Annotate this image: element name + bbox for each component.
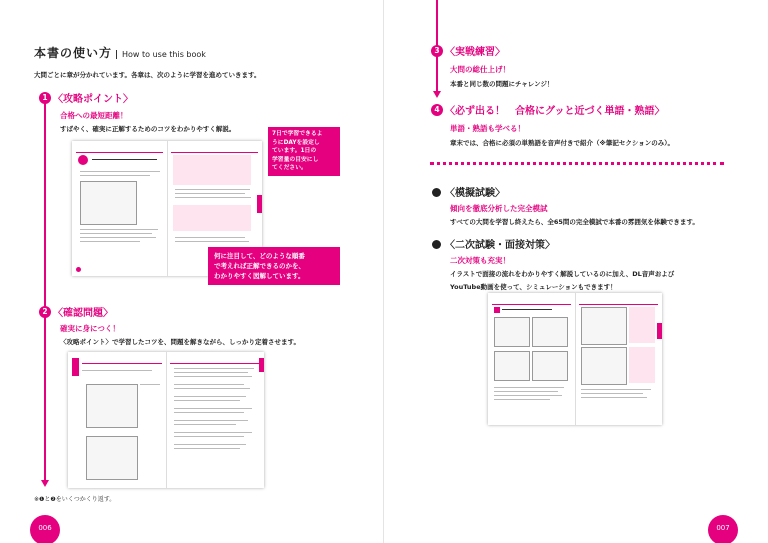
sample-spread-interview: [488, 293, 662, 425]
section-text-mock-exam: すべての大問を学習し終えたら、全65問の完全模試で本番の雰囲気を体験できます。: [450, 218, 699, 226]
section-divider: [430, 162, 724, 165]
sample-illustration-b: [86, 436, 138, 480]
sample-spread-check: [68, 352, 264, 488]
section-subheading-strategy: 合格への最短距離！: [60, 111, 128, 120]
page-title: [34, 44, 206, 61]
section-heading-mock-exam: 〈模擬試験〉: [445, 188, 505, 199]
bullet-interview: [432, 240, 441, 249]
callout-day-plan: 7日で学習できるよ うにDAYを設定し ています。1日の 学習量の目安にし てください。: [268, 127, 340, 176]
sample-illustration-d: [532, 317, 568, 347]
section-heading-vocab: 〈必ず出る！ 合格にグッと近づく単語・熟語〉: [445, 106, 665, 117]
flow-arrow-right: [433, 91, 441, 98]
section-number-1: 1: [39, 92, 51, 104]
sample-illustration-a: [86, 384, 138, 428]
bullet-mock-exam: [432, 188, 441, 197]
section-text-interview-2: YouTube動画を使って、シミュレーションもできます！: [450, 283, 617, 291]
sample-illustration-c: [494, 317, 530, 347]
flow-arrow: [41, 480, 49, 487]
section-subheading-interview: 二次対策も充実！: [450, 256, 510, 265]
sample-illustration: [80, 181, 137, 225]
section-text-interview-1: イラストで面接の流れをわかりやすく解説しているのに加え、DL音声および: [450, 270, 675, 278]
section-text-strategy: すばやく、確実に正解するためのコツをわかりやすく解説。: [60, 125, 236, 133]
flow-line: [44, 103, 46, 481]
section-text-vocab: 章末では、合格に必須の単熟語を音声付きで紹介（※筆記セクションのみ）。: [450, 139, 674, 147]
section-heading-practice: 〈実戦練習〉: [445, 47, 505, 58]
intro-text: 大問ごとに章が分かれています。各章は、次のように学習を進めていきます。: [34, 71, 261, 79]
section-text-check: 〈攻略ポイント〉で学習したコツを、問題を解きながら、しっかり定着させます。: [60, 338, 300, 346]
section-subheading-mock-exam: 傾向を徹底分析した完全模試: [450, 204, 548, 213]
sample-illustration-e: [494, 351, 530, 381]
section-number-3: 3: [431, 45, 443, 57]
footnote: ※❶と❷をいくつかくり返す。: [34, 496, 116, 503]
section-subheading-vocab: 単語・熟語も学べる！: [450, 124, 525, 133]
right-page: [384, 0, 768, 543]
section-heading-check: 〈確認問題〉: [53, 308, 113, 319]
section-heading-strategy: 〈攻略ポイント〉: [53, 94, 133, 105]
section-number-2: 2: [39, 306, 51, 318]
sample-illustration-h: [581, 347, 627, 385]
section-heading-interview: 〈二次試験・面接対策〉: [445, 240, 555, 251]
callout-focus: 何に注目して、どのような順番 で考えれば正解できるのかを、 わかりやすく図解しています。: [208, 247, 340, 285]
page-number-right: 007: [708, 515, 738, 543]
section-subheading-practice: 大問の総仕上げ！: [450, 65, 510, 74]
section-subheading-check: 確実に身につく！: [60, 324, 120, 333]
sample-illustration-g: [581, 307, 627, 345]
title-subtitle: How to use this book: [116, 50, 206, 59]
section-number-4: 4: [431, 104, 443, 116]
section-text-practice: 本番と同じ数の問題にチャレンジ！: [450, 80, 554, 88]
title-text: 本書の使い方: [34, 46, 113, 60]
page-number-left: 006: [30, 515, 60, 543]
sample-illustration-f: [532, 351, 568, 381]
